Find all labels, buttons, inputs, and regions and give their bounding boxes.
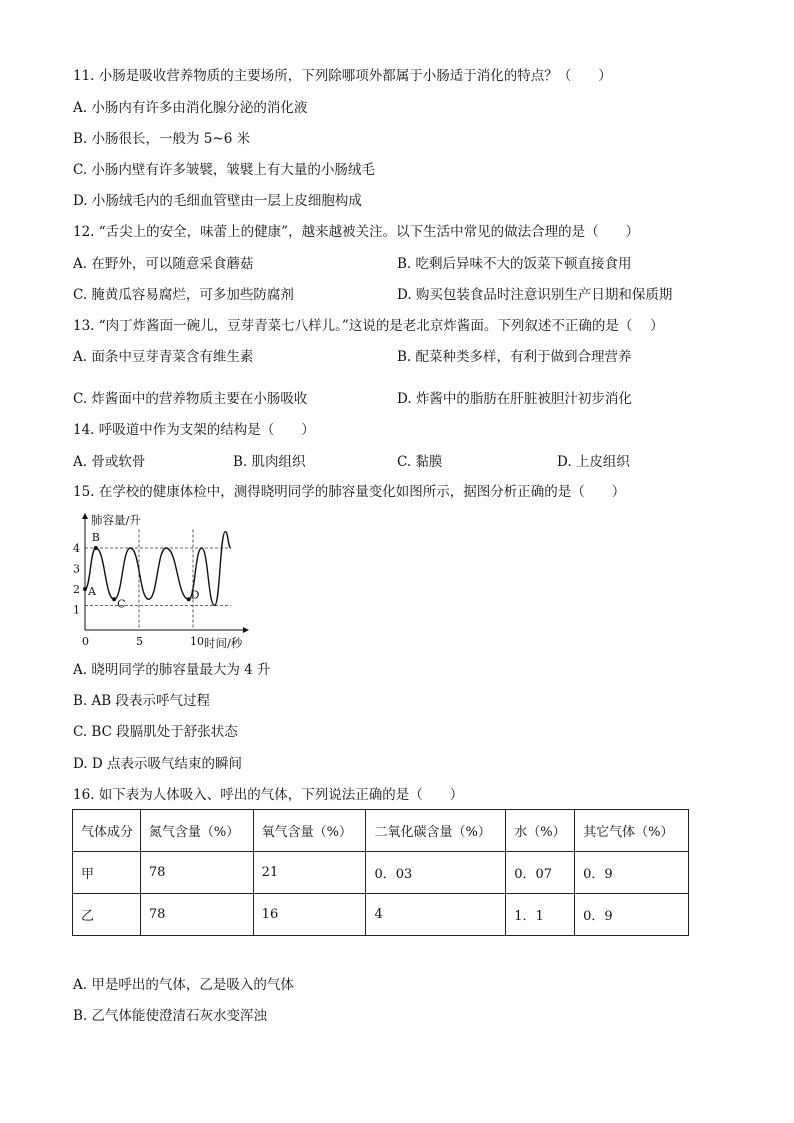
q14-option-a: A. 骨或软骨 [73, 454, 146, 470]
table-cell: 0．9 [575, 852, 689, 894]
table-row [73, 852, 689, 894]
q13-option-c: C. 炸酱面中的营养物质主要在小肠吸收 [73, 391, 308, 407]
table-cell: 1．1 [506, 894, 575, 936]
q12-option-b: B. 吃剩后异味不大的饭菜下顿直接食用 [397, 256, 632, 272]
q15-option-d: D. D 点表示吸气结束的瞬间 [73, 756, 243, 772]
y-tick-label: 3 [73, 562, 80, 576]
y-tick-label: 1 [73, 603, 80, 617]
y-tick-label: 4 [73, 542, 80, 555]
table-header-row [73, 810, 689, 852]
table-cell: 16 [253, 894, 366, 936]
y-tick-label: 2 [73, 583, 80, 596]
table-cell: 0．07 [506, 852, 575, 894]
q11-stem: 11. 小肠是吸收营养物质的主要场所，下列除哪项外都属于小肠适于消化的特点？（ ） [73, 68, 612, 84]
table-cell: 0．03 [366, 852, 506, 894]
table-header-cell: 氮气含量（%） [140, 810, 253, 852]
table-header-cell: 二氧化碳含量（%） [366, 810, 506, 852]
table-cell: 甲 [73, 852, 141, 894]
table-cell: 21 [253, 852, 366, 894]
point-label: C [117, 597, 126, 611]
table-header-cell: 其它气体（%） [575, 810, 689, 852]
q14-stem: 14. 呼吸道中作为支架的结构是（ ） [73, 422, 315, 438]
lung-volume-curve [85, 532, 231, 606]
point-label: D [190, 588, 200, 602]
q16-option-b: B. 乙气体能使澄清石灰水变浑浊 [73, 1008, 268, 1024]
q12-option-a: A. 在野外，可以随意采食蘑菇 [73, 256, 254, 272]
q14-option-d: D. 上皮组织 [557, 454, 630, 470]
point-a [83, 587, 87, 591]
q12-option-c: C. 腌黄瓜容易腐烂，可多加些防腐剂 [73, 287, 294, 303]
q15-option-b: B. AB 段表示呼气过程 [73, 693, 210, 709]
q13-option-d: D. 炸酱中的脂肪在肝脏被胆汁初步消化 [397, 391, 632, 407]
lung-volume-chart [72, 510, 252, 650]
q11-option-b: B. 小肠很长，一般为 5~6 米 [73, 131, 251, 147]
q15-option-a: A. 晓明同学的肺容量最大为 4 升 [73, 662, 271, 678]
table-cell: 0．9 [575, 894, 689, 936]
q14-option-c: C. 黏膜 [397, 454, 443, 470]
q16-option-a: A. 甲是呼出的气体，乙是吸入的气体 [73, 977, 294, 993]
x-tick-label: 10 [190, 635, 204, 648]
table-cell: 78 [140, 852, 253, 894]
q12-stem: 12. “舌尖上的安全，味蕾上的健康”，越来越被关注。以下生活中常见的做法合理的是（ ） [73, 224, 640, 240]
y-axis-label: 肺容量/升 [91, 513, 141, 527]
gas-composition-table [72, 809, 689, 936]
q13-option-b: B. 配菜种类多样，有利于做到合理营养 [397, 349, 632, 365]
point-label: B [91, 531, 100, 544]
table-cell: 4 [366, 894, 506, 936]
point-c [112, 597, 116, 601]
table-cell: 78 [140, 894, 253, 936]
q16-stem: 16. 如下表为人体吸入、呼出的气体，下列说法正确的是（ ） [73, 787, 464, 803]
q11-option-a: A. 小肠内有许多由消化腺分泌的消化液 [73, 100, 308, 116]
q13-stem: 13. “肉丁炸酱面一碗儿，豆芽青菜七八样儿。”这说的是老北京炸酱面。下列叙述不正确的是（ ） [73, 318, 664, 334]
table-header-cell: 水（%） [506, 810, 575, 852]
q15-stem: 15. 在学校的健康体检中，测得晓明同学的肺容量变化如图所示，据图分析正确的是（ ） [73, 484, 626, 500]
x-tick-label: 0 [82, 635, 89, 648]
table-header-cell: 氧气含量（%） [253, 810, 366, 852]
point-label: A [88, 585, 96, 598]
table-cell: 乙 [73, 894, 141, 936]
q15-option-c: C. BC 段膈肌处于舒张状态 [73, 724, 238, 740]
q14-option-b: B. 肌肉组织 [233, 454, 306, 470]
q13-option-a: A. 面条中豆芽青菜含有维生素 [73, 349, 254, 365]
table-row [73, 894, 689, 936]
point-b [94, 546, 98, 550]
q11-option-d: D. 小肠绒毛内的毛细血管壁由一层上皮细胞构成 [73, 193, 362, 209]
table-header-cell: 气体成分 [73, 810, 141, 852]
q12-option-d: D. 购买包装食品时注意识别生产日期和保质期 [397, 287, 673, 303]
x-axis-label: 时间/秒 [204, 636, 243, 650]
x-tick-label: 5 [136, 635, 143, 648]
q11-option-c: C. 小肠内壁有许多皱襞，皱襞上有大量的小肠绒毛 [73, 162, 375, 178]
